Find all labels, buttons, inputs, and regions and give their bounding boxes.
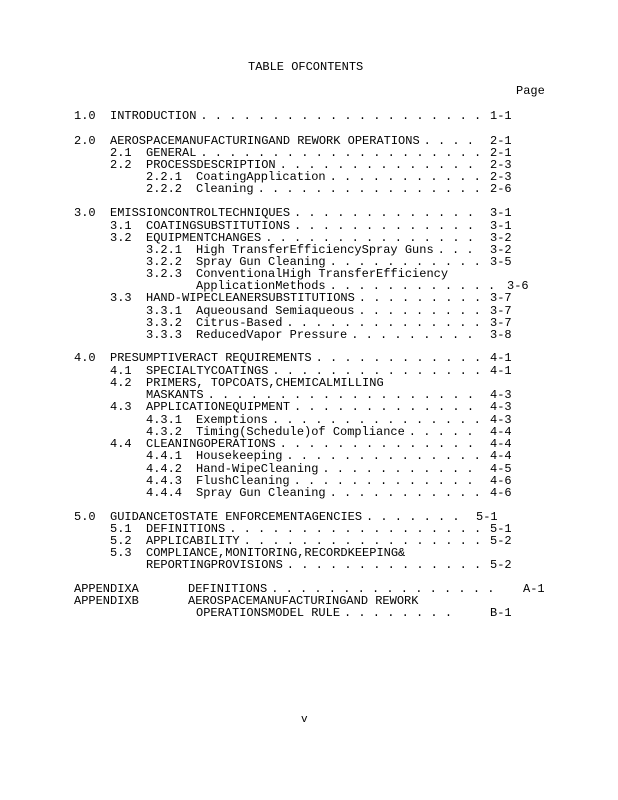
appendix-page: A-1 xyxy=(523,582,545,596)
toc-entry-title: High TransferEfficiencySpray Guns xyxy=(196,243,434,257)
leader-dots xyxy=(438,244,482,256)
toc-entry xyxy=(0,450,618,462)
toc-entry-title: COMPLIANCE,MONITORING,RECORDKEEPING& xyxy=(146,546,406,560)
toc-entry xyxy=(0,183,618,195)
page-number-footer: v xyxy=(301,714,308,726)
toc-entry-number: 3.2.2 xyxy=(146,255,183,269)
toc-entry-page: 3-5 xyxy=(490,255,512,269)
toc-entry-title: Citrus-Based xyxy=(196,316,283,330)
toc-entry-title: Housekeeping xyxy=(196,449,283,463)
toc-entry-page: 4-3 xyxy=(490,388,512,402)
toc-entry xyxy=(0,110,618,122)
toc-entry-number: 2.2.2 xyxy=(146,182,183,196)
toc-entry-page: 4-3 xyxy=(490,413,512,427)
toc-entry-title: GENERAL xyxy=(146,146,197,160)
toc-entry-page: 4-6 xyxy=(490,474,512,488)
toc-entry-page: 2-6 xyxy=(490,182,512,196)
page-column-header: Page xyxy=(516,84,545,98)
appendix-label: APPENDIXA xyxy=(74,582,139,596)
toc-entry-page: 2-3 xyxy=(490,170,512,184)
toc-entry-page: 3-1 xyxy=(490,219,512,233)
leader-dots xyxy=(294,401,482,413)
toc-entry-number: 3.3.1 xyxy=(146,304,183,318)
toc-entry-title: Aqueousand Semiaqueous xyxy=(196,304,355,318)
leader-dots xyxy=(366,511,468,523)
toc-entry-number: 3.3 xyxy=(110,291,132,305)
leader-dots xyxy=(294,220,482,232)
toc-entry-title: GUIDANCETOSTATE ENFORCEMENTAGENCIES xyxy=(110,510,363,524)
toc-entry-title: INTRODUCTION xyxy=(110,109,197,123)
leader-dots xyxy=(424,135,482,147)
toc-entry-number: 1.0 xyxy=(74,109,96,123)
leader-dots xyxy=(287,559,482,571)
toc-entry xyxy=(0,426,618,438)
toc-entry xyxy=(0,352,618,364)
toc-entry-title: APPLICATIONEQUIPMENT xyxy=(146,400,291,414)
leader-dots xyxy=(322,463,482,475)
toc-entry-number: 5.0 xyxy=(74,510,96,524)
toc-entry-title: Exemptions xyxy=(196,413,269,427)
toc-entry xyxy=(0,547,618,559)
leader-dots xyxy=(330,171,482,183)
toc-entry xyxy=(0,377,618,389)
toc-entry-title: Hand-WipeCleaning xyxy=(196,462,319,476)
leader-dots xyxy=(316,352,482,364)
toc-entry xyxy=(0,487,618,499)
appendix-title: AEROSPACEMANUFACTURINGAND REWORK xyxy=(188,594,419,608)
toc-entry-page: 4-4 xyxy=(490,437,512,451)
toc-entry-title: APPLICABILITY xyxy=(146,534,240,548)
toc-entry-title: Timing(Schedule)of Compliance xyxy=(196,425,405,439)
toc-entry-page: 3-7 xyxy=(490,304,512,318)
toc-entry xyxy=(0,389,618,401)
toc-entry-page: 5-1 xyxy=(490,522,512,536)
appendix-title: DEFINITIONS xyxy=(188,582,268,596)
toc-entry-page: 3-7 xyxy=(490,291,512,305)
leader-dots xyxy=(351,329,482,341)
toc-entry-title: SPECIALTYCOATINGS xyxy=(146,364,269,378)
leader-dots xyxy=(229,523,482,535)
toc-entry-title: ConventionalHigh TransferEfficiency xyxy=(196,267,449,281)
toc-entry-title: COATINGSUBSTITUTIONS xyxy=(146,219,291,233)
toc-entry-number: 4.4.3 xyxy=(146,474,183,488)
toc-entry-number: 5.1 xyxy=(110,522,132,536)
toc-entry-page: 4-5 xyxy=(490,462,512,476)
toc-entry-page: 3-6 xyxy=(507,279,529,293)
leader-dots xyxy=(409,426,482,438)
toc-entry xyxy=(0,329,618,341)
toc-entry xyxy=(0,463,618,475)
toc-entry-title: ApplicationMethods xyxy=(196,279,326,293)
toc-entry xyxy=(0,438,618,450)
toc-entry-page: 3-1 xyxy=(490,206,512,220)
leader-dots xyxy=(280,438,482,450)
leader-dots xyxy=(330,487,482,499)
leader-dots xyxy=(286,450,482,462)
appendix-title: OPERATIONSMODEL RULE xyxy=(196,606,341,620)
toc-entry-title: DEFINITIONS xyxy=(146,522,226,536)
leader-dots xyxy=(359,292,482,304)
toc-entry-page: 4-6 xyxy=(490,486,512,500)
toc-entry-title: PROCESSDESCRIPTION xyxy=(146,158,276,172)
toc-entry-number: 5.3 xyxy=(110,546,132,560)
toc-entry xyxy=(0,511,618,523)
toc-entry xyxy=(0,305,618,317)
toc-entry-number: 3.1 xyxy=(110,219,132,233)
toc-entry xyxy=(0,401,618,413)
toc-entry-title: ReducedVapor Pressure xyxy=(196,328,348,342)
toc-entry-number: 4.3 xyxy=(110,400,132,414)
toc-entry xyxy=(0,135,618,147)
toc-entry-title: PRIMERS, TOPCOATS,CHEMICALMILLING xyxy=(146,376,384,390)
toc-entry-page: 5-1 xyxy=(476,510,498,524)
toc-entry xyxy=(0,523,618,535)
toc-entry-title: EMISSIONCONTROLTECHNIQUES xyxy=(110,206,291,220)
toc-entry-page: 4-1 xyxy=(490,351,512,365)
toc-entry-number: 2.2 xyxy=(110,158,132,172)
toc-entry-number: 4.2 xyxy=(110,376,132,390)
toc-entry-number: 4.3.2 xyxy=(146,425,183,439)
appendix-entry xyxy=(0,607,618,619)
toc-entry-title: Cleaning xyxy=(196,182,254,196)
toc-entry-number: 2.2.1 xyxy=(146,170,183,184)
toc-entry-number: 2.1 xyxy=(110,146,132,160)
toc-entry-number: 3.3.3 xyxy=(146,328,183,342)
toc-entry-page: 4-1 xyxy=(490,364,512,378)
toc-entry-number: 5.2 xyxy=(110,534,132,548)
toc-entry-number: 3.2.1 xyxy=(146,243,183,257)
leader-dots xyxy=(258,183,482,195)
toc-entry-page: 2-1 xyxy=(490,146,512,160)
toc-entry-page: 3-2 xyxy=(490,231,512,245)
toc-entry-title: CLEANINGOPERATIONS xyxy=(146,437,276,451)
toc-entry-title: REPORTINGPROVISIONS xyxy=(146,558,283,572)
toc-entry-page: 3-2 xyxy=(490,243,512,257)
toc-entry-number: 3.2.3 xyxy=(146,267,183,281)
toc-entry xyxy=(0,292,618,304)
toc-entry-number: 4.0 xyxy=(74,351,96,365)
toc-entry-number: 4.4.1 xyxy=(146,449,183,463)
toc-entry-title: CoatingApplication xyxy=(196,170,326,184)
toc-entry-number: 2.0 xyxy=(74,134,96,148)
toc-entry-page: 4-4 xyxy=(490,449,512,463)
leader-dots xyxy=(294,207,482,219)
toc-entry-number: 4.4.2 xyxy=(146,462,183,476)
toc-entry-title: Spray Gun Cleaning xyxy=(196,486,326,500)
appendix-page: B-1 xyxy=(490,606,512,620)
toc-entry-number: 3.0 xyxy=(74,206,96,220)
leader-dots xyxy=(200,110,482,122)
toc-entry-number: 4.4 xyxy=(110,437,132,451)
toc-entry-title: AEROSPACEMANUFACTURINGAND REWORK OPERATIONS xyxy=(110,134,420,148)
toc-entry-page: 2-1 xyxy=(490,134,512,148)
leader-dots xyxy=(358,305,482,317)
toc-entry-number: 3.3.2 xyxy=(146,316,183,330)
toc-entry-title: Spray Gun Cleaning xyxy=(196,255,326,269)
toc-entry-number: 4.1 xyxy=(110,364,132,378)
toc-entry-page: 5-2 xyxy=(490,534,512,548)
toc-entry-number: 4.4.4 xyxy=(146,486,183,500)
toc-entry-page: 5-2 xyxy=(490,558,512,572)
appendix-label: APPENDIXB xyxy=(74,594,139,608)
toc-entry-page: 4-4 xyxy=(490,425,512,439)
toc-entry xyxy=(0,171,618,183)
toc-entry-number: 3.2 xyxy=(110,231,132,245)
toc-entry-page: 4-3 xyxy=(490,400,512,414)
leader-dots xyxy=(344,607,460,619)
toc-entry-page: 3-8 xyxy=(490,328,512,342)
toc-entry xyxy=(0,207,618,219)
toc-entry-page: 1-1 xyxy=(490,109,512,123)
leader-dots xyxy=(330,280,499,292)
toc-entry-title: HAND-WIPECLEANERSUBSTITUTIONS xyxy=(146,291,355,305)
toc-entry-title: PRESUMPTIVERACT REQUIREMENTS xyxy=(110,351,312,365)
toc-entry-number: 4.3.1 xyxy=(146,413,183,427)
toc-entry-page: 2-3 xyxy=(490,158,512,172)
toc-entry xyxy=(0,147,618,159)
toc-entry-title: MASKANTS xyxy=(146,388,204,402)
toc-entry xyxy=(0,559,618,571)
toc-entry-page: 3-7 xyxy=(490,316,512,330)
toc-entry-title: EQUIPMENTCHANGES xyxy=(146,231,262,245)
toc-entry-title: FlushCleaning xyxy=(196,474,290,488)
toc-title: TABLE OFCONTENTS xyxy=(248,60,364,74)
toc-entry xyxy=(0,220,618,232)
